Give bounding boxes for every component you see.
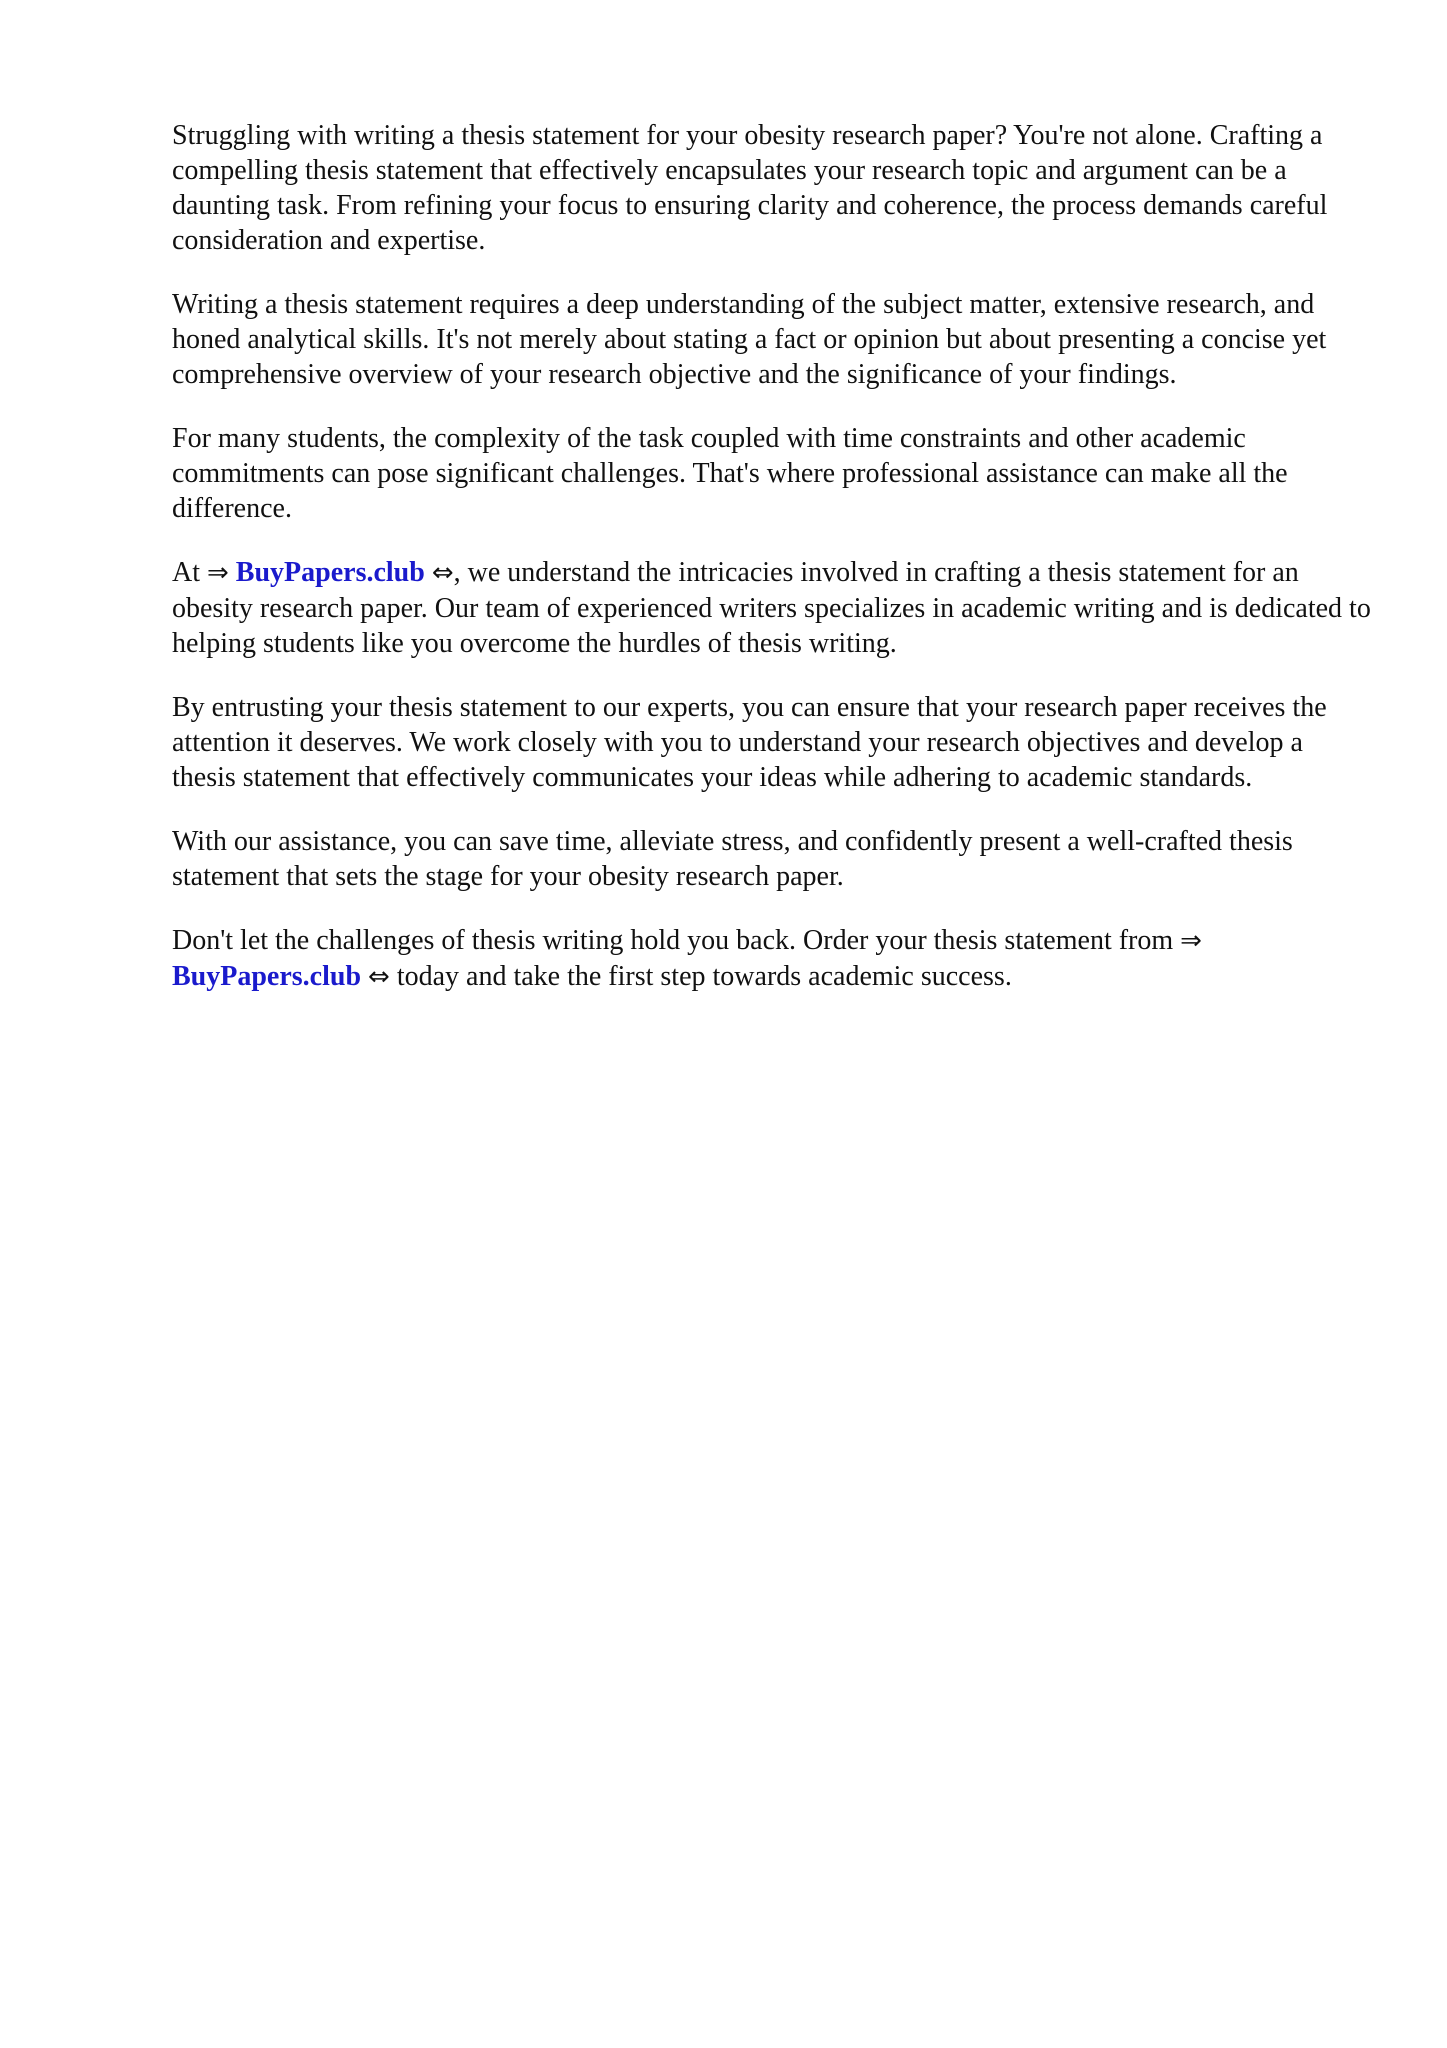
document-body [172, 118, 1372, 1024]
paragraph-7 [172, 923, 1372, 995]
buypapers-link[interactable]: BuyPapers.club [172, 961, 362, 992]
double-arrow-icon: ⇔ [368, 962, 390, 992]
paragraph-5: By entrusting your thesis statement to our experts, you can ensure that your research paper receives the attention it deserves. We work closely with you to understand your research objectives and develop a thesis statement that effectively communicates your ideas while adhering to academic standards. [172, 692, 1327, 793]
paragraph-4 [172, 555, 1372, 661]
paragraph-3: For many students, the complexity of the task coupled with time constraints and other academic commitments can pose significant challenges. That's where professional assistance can make all the difference. [172, 423, 1288, 524]
paragraph-7-rest: today and take the first step towards academic success. [396, 961, 1012, 992]
buypapers-link[interactable]: BuyPapers.club [235, 557, 425, 588]
right-arrow-icon: ⇒ [207, 558, 229, 588]
paragraph-4-rest: , we understand the intricacies involved in crafting a thesis statement for an obesity research paper. Our team of experienced writers specializes in academic writing and is dedicated to helping students like you overcome the hurdles of thesis writing. [172, 557, 1371, 659]
right-arrow-icon: ⇒ [1180, 926, 1202, 956]
double-arrow-icon: ⇔ [431, 558, 454, 588]
paragraph-2: Writing a thesis statement requires a deep understanding of the subject matter, extensive research, and honed analytical skills. It's not merely about stating a fact or opinion but about presenting a concise yet comprehensive overview of your research objective and the significance of your findings. [172, 289, 1327, 390]
paragraph-1: Struggling with writing a thesis statement for your obesity research paper? You're not alone. Crafting a compelling thesis statement that effectively encapsulates your research topic and argument can be a daunting task. From refining your focus to ensuring clarity and coherence, the process demands careful consideration and expertise. [172, 120, 1328, 256]
paragraph-4-lead: At [172, 557, 200, 588]
paragraph-6: With our assistance, you can save time, alleviate stress, and confidently present a well-crafted thesis statement that sets the stage for your obesity research paper. [172, 826, 1293, 892]
paragraph-7-lead: Don't let the challenges of thesis writing hold you back. Order your thesis statement from [172, 925, 1174, 956]
